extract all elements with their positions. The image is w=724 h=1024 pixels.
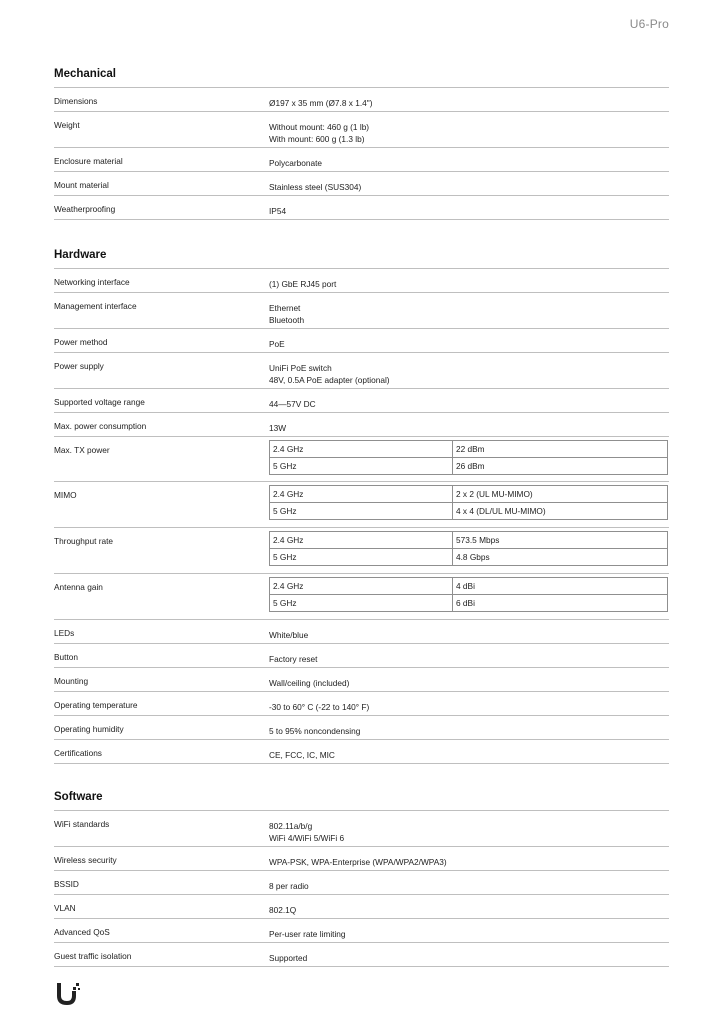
spec-value (269, 847, 669, 870)
spec-row-throughput-rate (54, 528, 669, 574)
spec-label: Dimensions (54, 96, 98, 106)
spec-row-weight (54, 112, 669, 148)
spec-label: Power method (54, 337, 108, 347)
spec-label: Max. TX power (54, 445, 110, 455)
spec-value-line: With mount: 600 g (1.3 lb) (269, 134, 365, 144)
band-table-row (270, 595, 668, 612)
spec-value (269, 269, 669, 292)
spec-label: VLAN (54, 903, 76, 913)
section-title: Mechanical (54, 66, 669, 88)
spec-value (269, 196, 669, 219)
spec-value-line: -30 to 60° C (-22 to 140° F) (269, 702, 370, 712)
spec-value (269, 919, 669, 942)
spec-value (269, 716, 669, 739)
spec-label: Advanced QoS (54, 927, 110, 937)
spec-row-management-interface (54, 293, 669, 329)
band-cell: 5 GHz (270, 458, 453, 475)
spec-value-line: Polycarbonate (269, 158, 323, 168)
spec-value-line: 5 to 95% noncondensing (269, 726, 361, 736)
spec-row-vlan (54, 895, 669, 919)
spec-value (269, 620, 669, 643)
spec-label: Power supply (54, 361, 104, 371)
band-table-row (270, 458, 668, 475)
spec-row-power-supply (54, 353, 669, 389)
spec-value-line: WiFi 4/WiFi 5/WiFi 6 (269, 833, 345, 843)
spec-value (269, 811, 669, 846)
band-value-cell: 573.5 Mbps (453, 532, 668, 549)
spec-value (269, 112, 669, 147)
spec-value (269, 692, 669, 715)
spec-label: Max. power consumption (54, 421, 147, 431)
spec-label: Certifications (54, 748, 102, 758)
spec-label: Networking interface (54, 277, 130, 287)
spec-value-line: PoE (269, 339, 285, 349)
spec-value-line: Bluetooth (269, 315, 305, 325)
band-value-cell: 6 dBi (453, 595, 668, 612)
band-table-row (270, 503, 668, 520)
band-table (269, 440, 668, 475)
band-value-cell: 2 x 2 (UL MU-MIMO) (453, 486, 668, 503)
spec-value-line: IP54 (269, 206, 287, 216)
spec-value (269, 148, 669, 171)
band-table (269, 485, 668, 520)
spec-value (269, 943, 669, 966)
band-cell: 5 GHz (270, 503, 453, 520)
band-value-cell: 4 x 4 (DL/UL MU-MIMO) (453, 503, 668, 520)
spec-label: WiFi standards (54, 819, 110, 829)
spec-value-line: 802.1Q (269, 905, 297, 915)
spec-row-mimo (54, 482, 669, 528)
band-table (269, 577, 668, 612)
spec-label: Wireless security (54, 855, 117, 865)
spec-value (269, 668, 669, 691)
band-cell: 2.4 GHz (270, 486, 453, 503)
spec-value-line: Without mount: 460 g (1 lb) (269, 122, 370, 132)
spec-value-line: (1) GbE RJ45 port (269, 279, 337, 289)
spec-row-wireless-security (54, 847, 669, 871)
spec-label: Enclosure material (54, 156, 123, 166)
band-table-row (270, 578, 668, 595)
spec-value-line: 13W (269, 423, 287, 433)
spec-value (269, 740, 669, 763)
spec-value-line: 44—57V DC (269, 399, 316, 409)
band-table (269, 531, 668, 566)
spec-row-networking-interface (54, 269, 669, 293)
spec-value-line: Ethernet (269, 303, 301, 313)
spec-label: MIMO (54, 490, 77, 500)
spec-label: BSSID (54, 879, 79, 889)
band-value-cell: 26 dBm (453, 458, 668, 475)
spec-row-mounting (54, 668, 669, 692)
mechanical-section (54, 66, 669, 220)
spec-value (269, 172, 669, 195)
spec-value (269, 293, 669, 328)
spec-value-line: Per-user rate limiting (269, 929, 346, 939)
band-table-row (270, 549, 668, 566)
band-cell: 2.4 GHz (270, 578, 453, 595)
spec-label: Management interface (54, 301, 137, 311)
spec-row-weatherproofing (54, 196, 669, 220)
software-section (54, 789, 669, 967)
band-cell: 2.4 GHz (270, 532, 453, 549)
spec-row-leds (54, 620, 669, 644)
spec-row-max-power-consumption (54, 413, 669, 437)
spec-label: Weight (54, 120, 80, 130)
hardware-section (54, 247, 669, 764)
spec-value (269, 895, 669, 918)
spec-label: Guest traffic isolation (54, 951, 132, 961)
spec-row-max-tx-power (54, 437, 669, 482)
spec-row-power-method (54, 329, 669, 353)
spec-value (269, 329, 669, 352)
spec-row-advanced-qos (54, 919, 669, 943)
spec-value-line: Stainless steel (SUS304) (269, 182, 362, 192)
spec-value-line: Ø197 x 35 mm (Ø7.8 x 1.4") (269, 98, 373, 108)
band-cell: 5 GHz (270, 549, 453, 566)
spec-row-certifications (54, 740, 669, 764)
spec-label: Button (54, 652, 78, 662)
spec-label: Throughput rate (54, 536, 114, 546)
spec-value (269, 88, 669, 111)
spec-value-line: CE, FCC, IC, MIC (269, 750, 335, 760)
spec-value (269, 437, 669, 481)
spec-row-wifi-standards (54, 811, 669, 847)
band-value-cell: 4 dBi (453, 578, 668, 595)
spec-value (269, 389, 669, 412)
spec-row-guest-traffic-isolation (54, 943, 669, 967)
spec-value (269, 528, 669, 573)
product-name: U6-Pro (629, 17, 669, 31)
section-title: Software (54, 789, 669, 811)
spec-label: Supported voltage range (54, 397, 145, 407)
spec-value-line: White/blue (269, 630, 309, 640)
ubiquiti-u-logo-icon (54, 977, 84, 1007)
band-cell: 5 GHz (270, 595, 453, 612)
spec-label: LEDs (54, 628, 75, 638)
spec-value-line: WPA-PSK, WPA-Enterprise (WPA/WPA2/WPA3) (269, 857, 447, 867)
spec-value-line: Factory reset (269, 654, 318, 664)
spec-value-line: Wall/ceiling (included) (269, 678, 350, 688)
spec-value (269, 644, 669, 667)
spec-row-bssid (54, 871, 669, 895)
band-value-cell: 22 dBm (453, 441, 668, 458)
spec-value (269, 413, 669, 436)
spec-value-line: 48V, 0.5A PoE adapter (optional) (269, 375, 390, 385)
spec-value-line: 802.11a/b/g (269, 821, 313, 831)
spec-row-enclosure-material (54, 148, 669, 172)
spec-row-operating-temperature (54, 692, 669, 716)
spec-label: Mounting (54, 676, 89, 686)
band-value-cell: 4.8 Gbps (453, 549, 668, 566)
spec-row-button (54, 644, 669, 668)
spec-value (269, 574, 669, 619)
spec-row-dimensions (54, 88, 669, 112)
spec-label: Operating temperature (54, 700, 138, 710)
spec-label: Operating humidity (54, 724, 124, 734)
spec-value-line: Supported (269, 953, 308, 963)
spec-value (269, 871, 669, 894)
spec-label: Mount material (54, 180, 109, 190)
spec-value (269, 482, 669, 527)
spec-label: Antenna gain (54, 582, 103, 592)
spec-row-antenna-gain (54, 574, 669, 620)
spec-value (269, 353, 669, 388)
band-cell: 2.4 GHz (270, 441, 453, 458)
section-title: Hardware (54, 247, 669, 269)
spec-label: Weatherproofing (54, 204, 116, 214)
spec-row-supported-voltage-range (54, 389, 669, 413)
band-table-row (270, 441, 668, 458)
spec-row-operating-humidity (54, 716, 669, 740)
spec-row-mount-material (54, 172, 669, 196)
spec-value-line: UniFi PoE switch (269, 363, 332, 373)
band-table-row (270, 532, 668, 549)
spec-value-line: 8 per radio (269, 881, 309, 891)
band-table-row (270, 486, 668, 503)
